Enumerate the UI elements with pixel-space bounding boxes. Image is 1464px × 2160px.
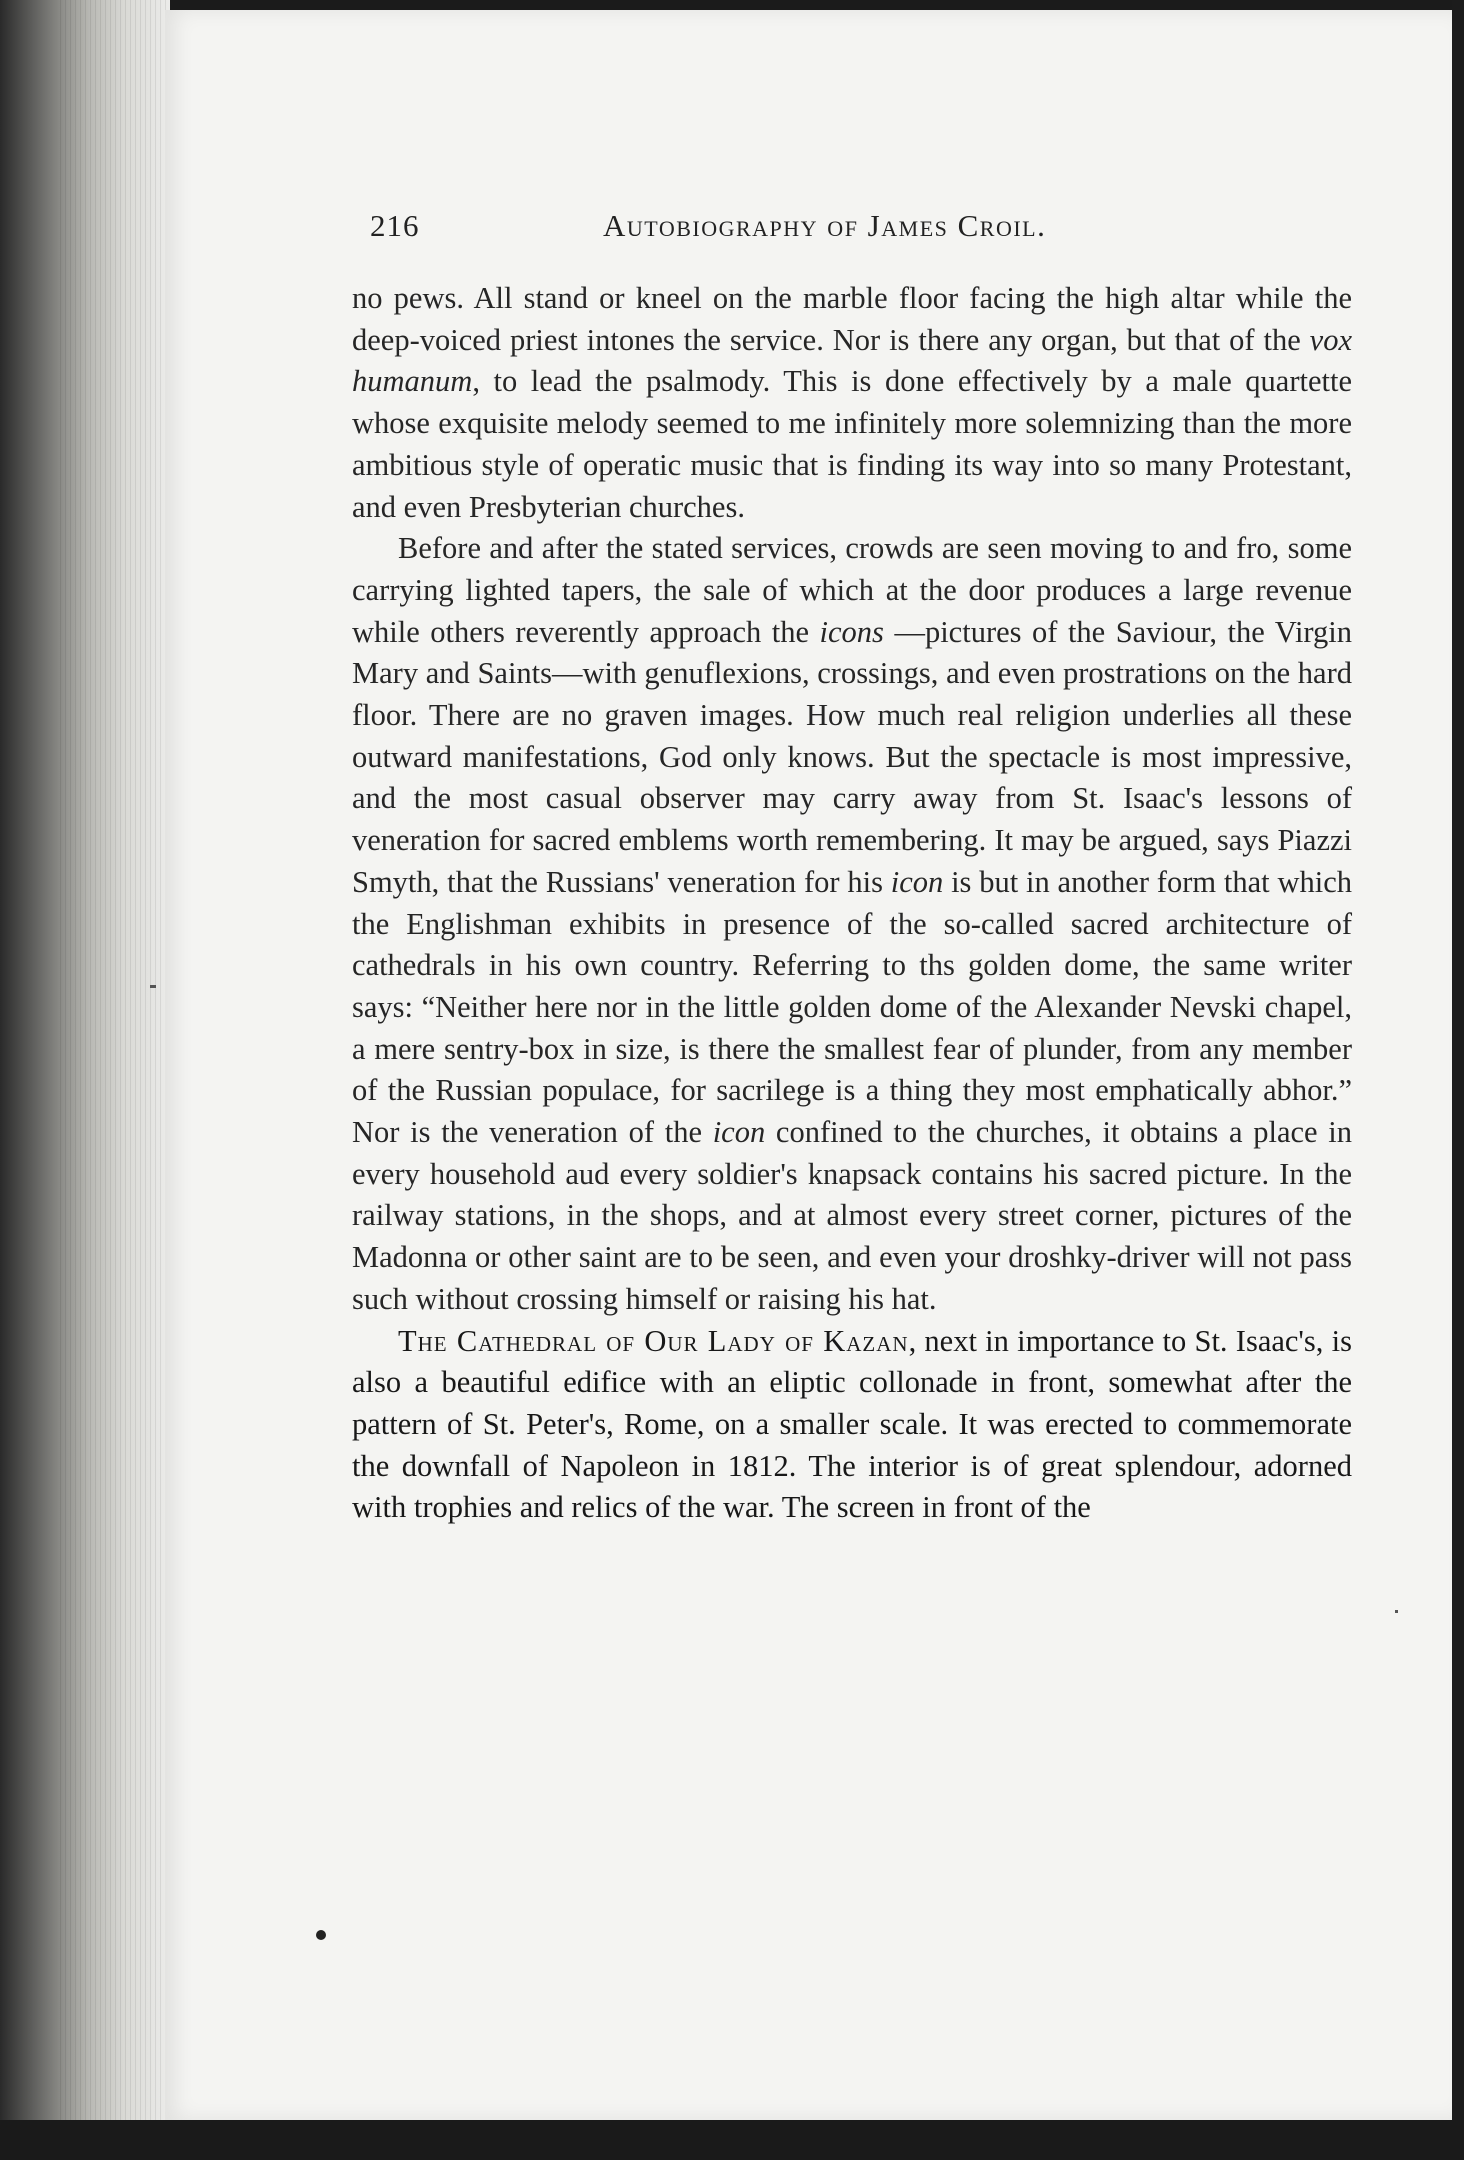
paragraph-1 (352, 278, 1352, 528)
page-header (370, 208, 1110, 258)
text-run: confined to the churches, it obtains a place in every household aud every soldier's knapsack contains his sacred picture. In the railway stations, in the shops, and at almost every street corner, pictures of the Madonna or other saint are to be seen, and even your droshky-driver will not pass such without crossing himself or raising his hat. (352, 1115, 1352, 1316)
page-edge-lines (60, 0, 170, 2160)
book-page-edges (0, 0, 170, 2160)
italic-phrase: icon (890, 864, 944, 899)
italic-phrase: vox humanum (352, 322, 1352, 399)
scan-right-border (1452, 0, 1464, 2160)
scan-speck (150, 985, 156, 988)
text-run: Before and after the stated services, crowds are seen moving to and fro, some carrying lighted tapers, the sale of which at the door produces a large revenue while others reverently approach the (352, 531, 1352, 649)
scan-bottom-border (0, 2120, 1464, 2160)
scan-speck (1395, 1610, 1398, 1613)
page-number: 216 (370, 208, 420, 243)
text-run: , next in importance to St. Isaac's, is also a beautiful edifice with an eliptic collonade in front, somewhat after the pattern of St. Peter's, Rome, on a smaller scale. It was erected to commemorate the downfall of Napoleon in 1812. The interior is of great splendour, adorned with trophies and relics of the war. The screen in front of the (352, 1323, 1352, 1525)
ink-spot (316, 1930, 326, 1940)
text-run: , to lead the psalmody. This is done effectively by a male quartette whose exquisite melody seemed to me infinitely more solemnizing than the more ambitious style of operatic music that is finding its way into so many Protestant, and even Presbyterian churches. (352, 364, 1352, 524)
paragraph-2 (352, 528, 1352, 1320)
text-run: is but in another form that which the Englishman exhibits in presence of the so-called sacred architecture of cathedrals in his own country. Referring to ths golden dome, the same writer says: “Neither here nor in the little golden dome of the Alexander Nevski chapel, a mere sentry-box in size, is there the smallest fear of plunder, from any member of the Russian populace, for sacrilege is a thing they most emphatically abhor.” Nor is the veneration of the (352, 864, 1352, 1150)
paragraph-3 (352, 1321, 1352, 1530)
body-text (352, 278, 1352, 1529)
small-caps-heading: The Cathedral of Our Lady of Kazan (398, 1323, 909, 1358)
text-run: no pews. All stand or kneel on the marble floor facing the high altar while the deep-voiced priest intones the service. Nor is there any organ, but that of the (352, 281, 1352, 357)
text-run: —pictures of the Saviour, the Virgin Mary and Saints—with genuflexions, crossings, and even prostrations on the hard floor. There are no graven images. How much real religion underlies all these outward manifestations, God only knows. But the spectacle is most impressive, and the most casual observer may carry away from St. Isaac's lessons of veneration for sacred emblems worth remembering. It may be argued, says Piazzi Smyth, that the Russians' veneration for his (352, 614, 1352, 899)
italic-phrase: icon (712, 1115, 766, 1150)
italic-phrase: icons (819, 614, 884, 649)
running-title: Autobiography of James Croil. (603, 208, 1047, 243)
